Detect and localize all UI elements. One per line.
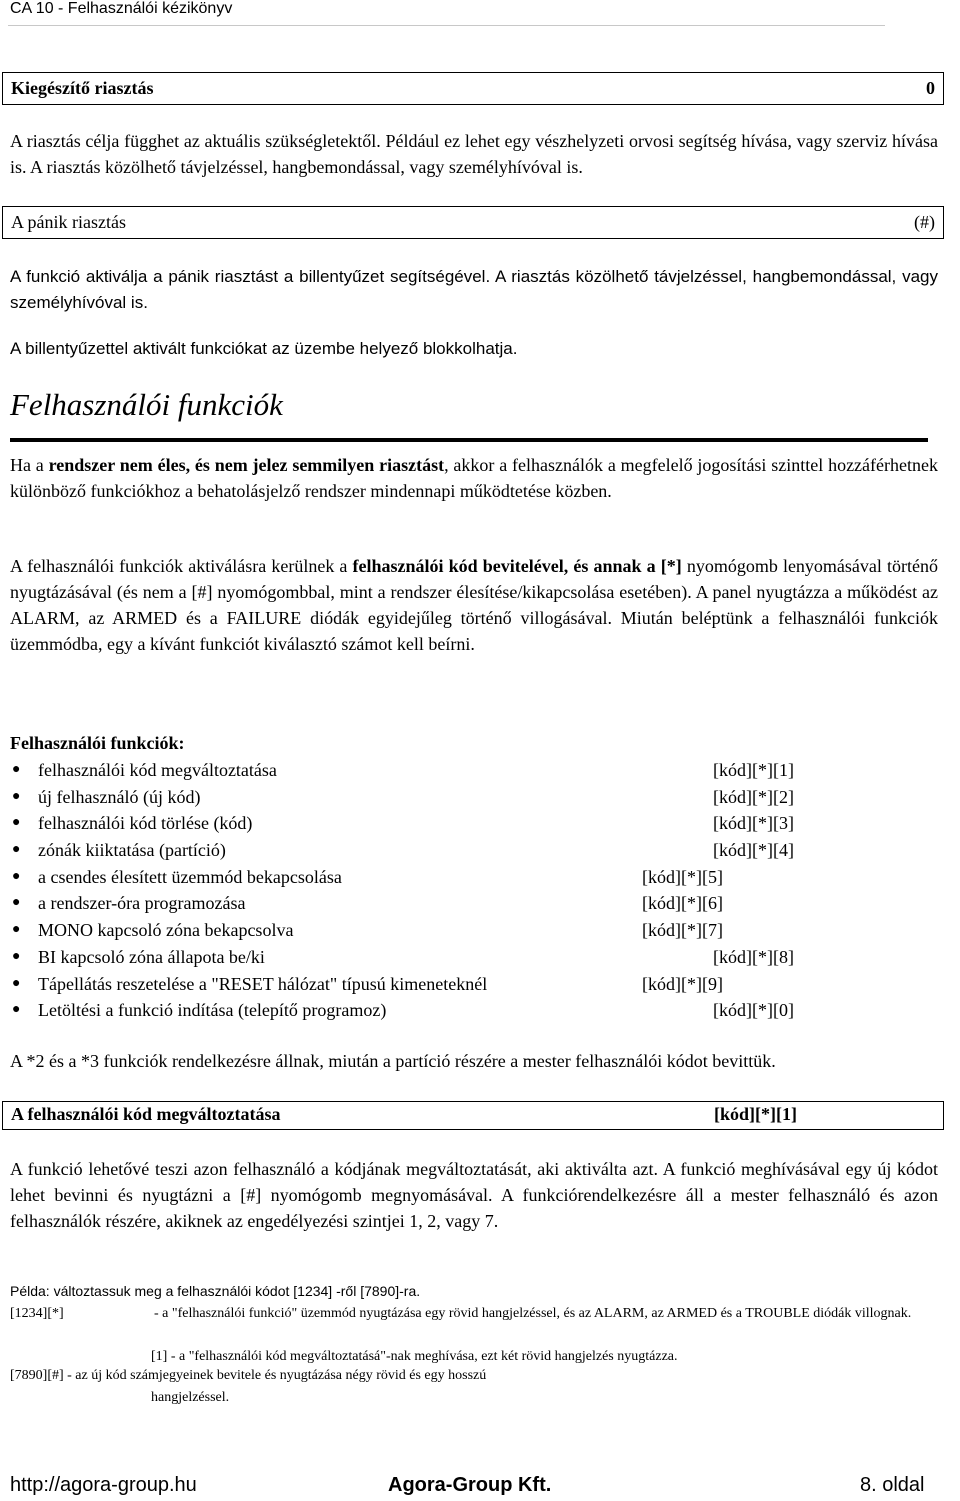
bullet-icon: ● [12, 868, 21, 884]
supplementary-alarm-title: Kiegészítő riasztás [11, 78, 154, 98]
example-intro [10, 1281, 420, 1303]
list-item [8, 997, 818, 1024]
bullet-icon: ● [12, 1002, 21, 1018]
function-code: [kód][*][1] [713, 760, 794, 780]
example-step1-key: [1234][*] [10, 1306, 64, 1321]
functions-list [8, 757, 818, 1024]
code-change-title: A felhasználói kód megváltoztatása [11, 1104, 281, 1124]
function-label: felhasználói kód megváltoztatása [38, 760, 277, 780]
function-label: új felhasználó (új kód) [38, 786, 201, 807]
bullet-icon: ● [12, 788, 21, 804]
bullet-icon: ● [12, 815, 21, 831]
footer-page-number: 8. oldal [860, 1474, 925, 1496]
function-label: felhasználói kód törlése (kód) [38, 813, 253, 834]
function-code: [kód][*][5] [642, 866, 723, 887]
footer-url[interactable]: http://agora-group.hu [10, 1474, 197, 1496]
bullet-icon: ● [12, 975, 21, 991]
user-functions-activation-paragraph [10, 553, 938, 657]
list-item [8, 917, 818, 944]
keypad-block-paragraph: A billentyűzettel aktivált funkciókat az üzembe helyező blokkolhatja. [10, 339, 518, 358]
function-label: Tápellátás reszetelése a "RESET hálózat" típusú kimeneteknél [38, 973, 488, 994]
function-label: a csendes élesített üzemmód bekapcsolása [38, 866, 342, 887]
function-label: BI kapcsoló zóna állapota be/ki [38, 946, 265, 967]
function-code: [kód][*][2] [713, 786, 794, 807]
bullet-icon: ● [12, 922, 21, 938]
panic-alarm-title: A pánik riasztás [11, 212, 126, 232]
list-item [8, 837, 818, 864]
intro-post: , akkor a felhasználók a megfelelő jogosítási szinttel hozzáférhetnek különböző funkciókhoz a behatolásjelző rendszer mindennapi működtetése közben. [10, 455, 938, 501]
user-functions-intro-paragraph [10, 452, 938, 504]
function-code: [kód][*][6] [642, 893, 723, 914]
bullet-icon: ● [12, 948, 21, 964]
list-item [8, 890, 818, 917]
function-code: [kód][*][9] [642, 973, 723, 994]
panic-alarm-code: (#) [914, 212, 935, 232]
list-item [8, 810, 818, 837]
section-title: Felhasználói funkciók [10, 387, 283, 422]
supplementary-alarm-code: 0 [926, 78, 935, 98]
bullet-icon: ● [12, 842, 21, 858]
activation-post: nyomógomb lenyomásával történő nyugtázásával (és nem a [#] nyomógombbal, mint a rendszer élesítése/kikapcsolása esetében). A panel nyugtázza a működést az ALARM, az ARMED és a FAILURE diódák egyidejűleg történő villogásával. Miután beléptünk a felhasználói funkciók üzemmódba, egy a kívánt funkciót kiválasztó számot kell beírni. [10, 556, 939, 654]
intro-pre: Ha a [10, 455, 49, 475]
alarm-purpose-paragraph: A riasztás célja függhet az aktuális szükségletektől. Például ez lehet egy vészhelyzeti orvosi segítség hívása, vagy szerviz hívása is. A riasztás közölhető távjelzéssel, hangbemondással, vagy személyhívóval is. [10, 131, 938, 177]
function-label: MONO kapcsoló zóna bekapcsolva [38, 920, 294, 941]
function-code: [kód][*][7] [642, 920, 723, 941]
bullet-icon: ● [12, 762, 21, 777]
panic-description-paragraph: A funkció aktiválja a pánik riasztást a billentyűzet segítségével. A riasztás közölhető távjelzéssel, hangbemondással, vagy személyhívóval is. [10, 267, 938, 312]
function-label: a rendszer-óra programozása [38, 893, 246, 914]
code-change-box [2, 1101, 944, 1130]
section-rule [10, 438, 928, 442]
list-item [8, 944, 818, 971]
activation-bold: felhasználói kód bevitelével, és annak a [*] [352, 556, 682, 576]
activation-pre: A felhasználói funkciók aktiválásra kerülnek a [10, 556, 353, 576]
document-header-title: CA 10 - Felhasználói kézikönyv [10, 0, 233, 17]
function-label: zónák kiiktatása (partíció) [38, 840, 226, 861]
bullet-icon: ● [12, 895, 21, 911]
list-item [8, 757, 818, 784]
example-step1-text: - a "felhasználói funkció" üzemmód nyugtázása egy rövid hangjelzéssel, és az ALARM, az ARMED és a TROUBLE diódák villognak. [154, 1306, 912, 1321]
list-item [8, 864, 818, 891]
example-step2-text: [1] - a "felhasználói kód megváltoztatásá"-nak meghívása, ezt két rövid hangjelzés nyugtázza. [151, 1349, 678, 1364]
functions-availability-paragraph: A *2 és a *3 funkciók rendelkezésre állnak, miután a partíció részére a mester felhasználói kódot bevittük. [10, 1051, 776, 1071]
footer-company: Agora-Group Kft. [388, 1474, 552, 1496]
code-change-description-paragraph: A funkció lehetővé teszi azon felhasználó a kódjának megváltoztatását, aki aktiválta azt. A funkció meghívásával egy új kódot lehet bevinni és nyugtázni a [#] nyomógomb megnyomásával. A funkciórendelkezésre áll a mester felhasználó és azon felhasználók részére, akiknek az engedélyezési szintjei 1, 2, vagy 7. [10, 1159, 938, 1231]
example-step3-text: [7890][#] - az új kód számjegyeinek bevitele és nyugtázása négy rövid és egy hosszú [10, 1368, 487, 1383]
intro-bold: rendszer nem éles, és nem jelez semmilyen riasztást [48, 455, 445, 475]
supplementary-alarm-box [2, 72, 944, 105]
function-code: [kód][*][4] [713, 840, 794, 861]
function-label: Letöltési a funkció indítása (telepítő programoz) [38, 1000, 387, 1021]
header-divider [8, 25, 885, 26]
example-step3-cont: hangjelzéssel. [151, 1390, 230, 1405]
example-intro-text: Példa: változtassuk meg a felhasználói kódot [1234] -ről [7890]-ra. [10, 1283, 421, 1299]
function-code: [kód][*][8] [713, 946, 794, 967]
functions-heading: Felhasználói funkciók: [10, 733, 185, 753]
list-item [8, 971, 818, 998]
function-code: [kód][*][3] [713, 813, 794, 834]
list-item [8, 784, 818, 811]
panic-alarm-box [2, 206, 944, 239]
code-change-code: [kód][*][1] [714, 1104, 797, 1124]
function-code: [kód][*][0] [713, 1000, 794, 1021]
